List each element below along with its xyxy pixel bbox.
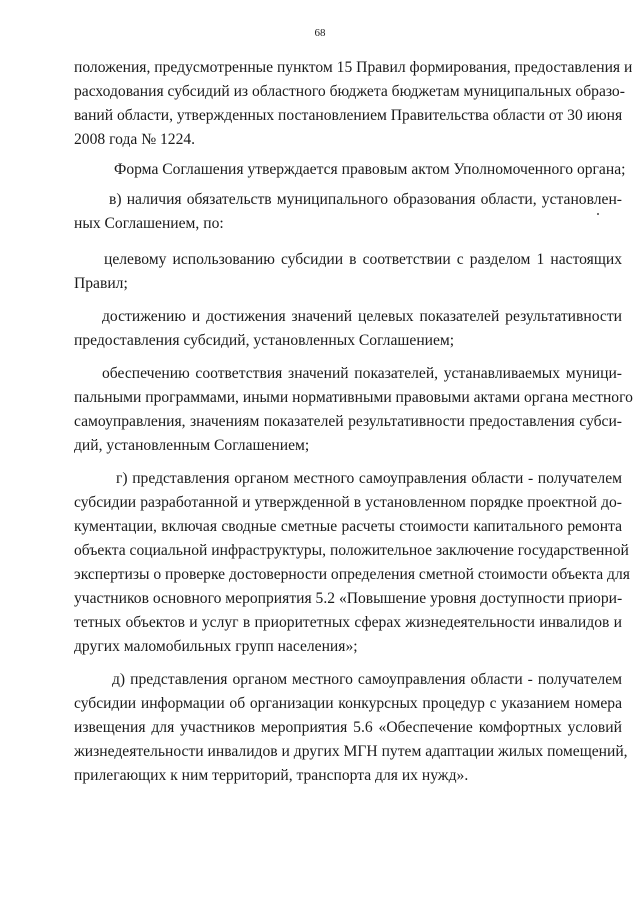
text-line: пальными программами, иными нормативными правовыми актами органа местного xyxy=(74,389,633,406)
text-line: субсидии информации об организации конкурсных процедур с указанием номера xyxy=(74,695,622,712)
text-line: предоставления субсидий, установленных Соглашением; xyxy=(74,332,455,349)
text-line: прилегающих к ним территорий, транспорта для их нужд». xyxy=(74,767,469,784)
document-text xyxy=(74,56,633,788)
text-line: ваний области, утвержденных постановлением Правительства области от 30 июня xyxy=(74,107,623,124)
text-line: 2008 года № 1224. xyxy=(74,131,196,148)
text-line: объекта социальной инфраструктуры, положительное заключение государственной xyxy=(74,542,629,559)
text-line: Форма Соглашения утверждается правовым актом Уполномоченного органа; xyxy=(114,161,626,178)
text-line: положения, предусмотренные пунктом 15 Правил формирования, предоставления и xyxy=(74,59,633,76)
text-line: тетных объектов и услуг в приоритетных сферах жизнедеятельности инвалидов и xyxy=(74,614,622,631)
text-line: кументации, включая сводные сметные расчеты стоимости капитального ремонта xyxy=(74,518,622,535)
page-number: 68 xyxy=(314,27,326,39)
text-line: извещения для участников мероприятия 5.6 «Обеспечение комфортных условий xyxy=(74,719,622,736)
text-line: в) наличия обязательств муниципального образования области, установлен- xyxy=(109,191,622,208)
text-line: д) представления органом местного самоуправления области - получателем xyxy=(112,671,622,688)
text-line: дий, установленным Соглашением; xyxy=(74,437,310,454)
text-line: достижению и достижения значений целевых показателей результативности xyxy=(102,308,622,325)
text-line: расходования субсидий из областного бюджета бюджетам муниципальных образо- xyxy=(74,83,625,100)
text-line: участников основного мероприятия 5.2 «Повышение уровня доступности приори- xyxy=(74,590,623,607)
text-line: обеспечению соответствия значений показателей, устанавливаемых муници- xyxy=(102,365,622,382)
text-line: субсидии разработанной и утвержденной в установленном порядке проектной до- xyxy=(74,494,622,511)
text-line: Правил; xyxy=(74,275,128,292)
text-line: г) представления органом местного самоуправления области - получателем xyxy=(116,470,622,487)
text-line: целевому использованию субсидии в соответствии с разделом 1 настоящих xyxy=(104,251,622,268)
text-line: ных Соглашением, по: xyxy=(74,215,224,232)
text-line: экспертизы о проверке достоверности определения сметной стоимости объекта для xyxy=(74,566,630,583)
text-line: жизнедеятельности инвалидов и других МГН путем адаптации жилых помещений, xyxy=(74,743,628,760)
text-line: самоуправления, значениям показателей результативности предоставления субси- xyxy=(74,413,622,430)
text-line: других маломобильных групп населения»; xyxy=(74,638,358,655)
